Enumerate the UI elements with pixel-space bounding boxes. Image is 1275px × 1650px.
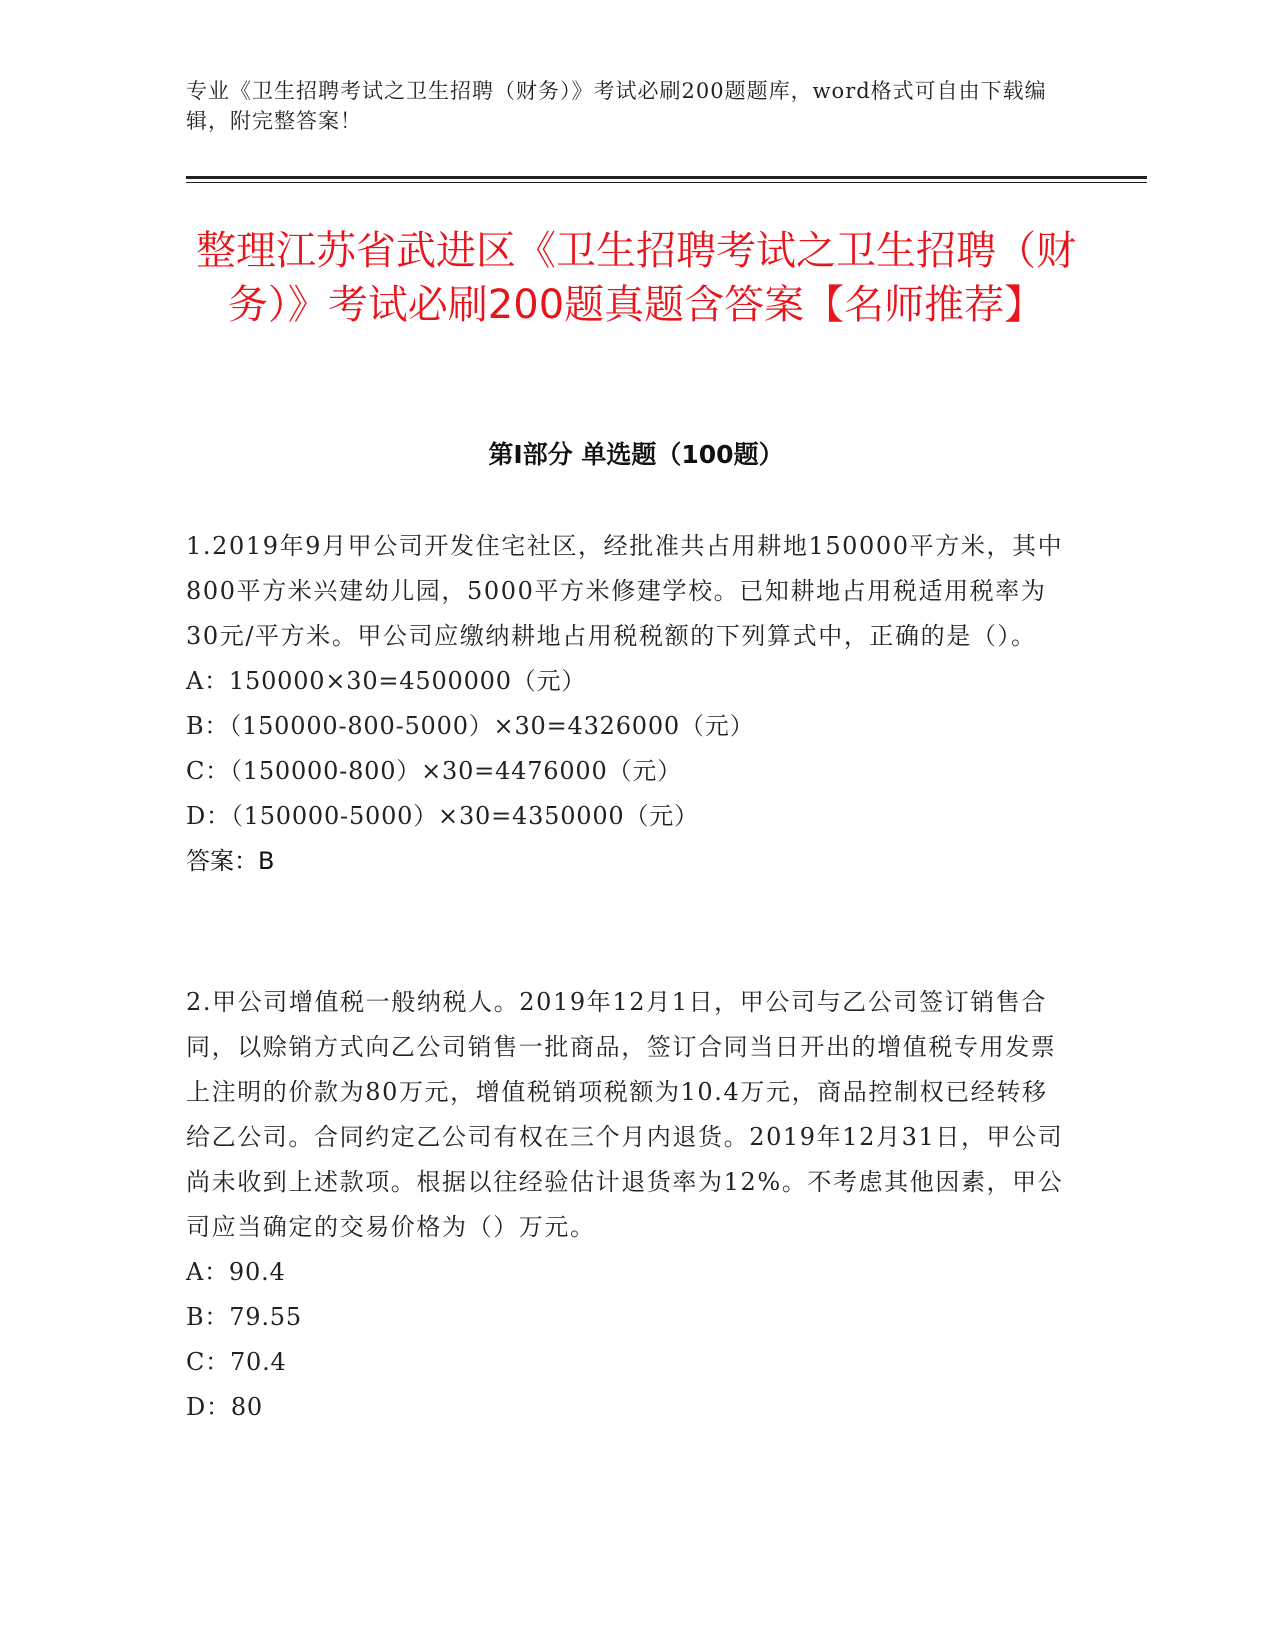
answer-line: 答案：B — [186, 847, 275, 875]
question-stem: 1.2019年9月甲公司开发住宅社区，经批准共占用耕地150000平方米，其中800平方米兴建幼儿园，5000平方米修建学校。已知耕地占用税适用税率为30元/平方米。甲公司应缴纳耕地占用税税额的下列算式中，正确的是（）。 — [186, 532, 1064, 650]
option-b: B：79.55 — [186, 1303, 302, 1331]
option-c: C：（150000-800）×30=4476000（元） — [186, 757, 682, 785]
option-d: D：80 — [186, 1393, 263, 1421]
option-b: B：（150000-800-5000）×30=4326000（元） — [186, 712, 755, 740]
option-a: A：90.4 — [186, 1258, 286, 1286]
question-1 — [186, 524, 1071, 884]
header-divider-thin — [186, 182, 1147, 183]
option-d: D：（150000-5000）×30=4350000（元） — [186, 802, 699, 830]
question-stem: 2.甲公司增值税一般纳税人。2019年12月1日，甲公司与乙公司签订销售合同，以赊销方式向乙公司销售一批商品，签订合同当日开出的增值税专用发票上注明的价款为80万元，增值税销项税额为10.4万元，商品控制权已经转移给乙公司。合同约定乙公司有权在三个月内退货。2019年12月31日，甲公司尚未收到上述款项。根据以往经验估计退货率为12%。不考虑其他因素，甲公司应当确定的交易价格为（）万元。 — [186, 988, 1064, 1241]
option-a: A：150000×30=4500000（元） — [186, 667, 587, 695]
section-heading: 第I部分 单选题（100题） — [488, 440, 784, 469]
header-note: 专业《卫生招聘考试之卫生招聘（财务）》考试必刷200题题库，word格式可自由下载编辑，附完整答案！ — [186, 79, 1047, 133]
document-title: 整理江苏省武进区《卫生招聘考试之卫生招聘（财务）》考试必刷200题真题含答案【名师推荐】 — [196, 228, 1076, 328]
option-c: C：70.4 — [186, 1348, 287, 1376]
header-divider-thick — [186, 176, 1147, 179]
question-2 — [186, 980, 1071, 1430]
